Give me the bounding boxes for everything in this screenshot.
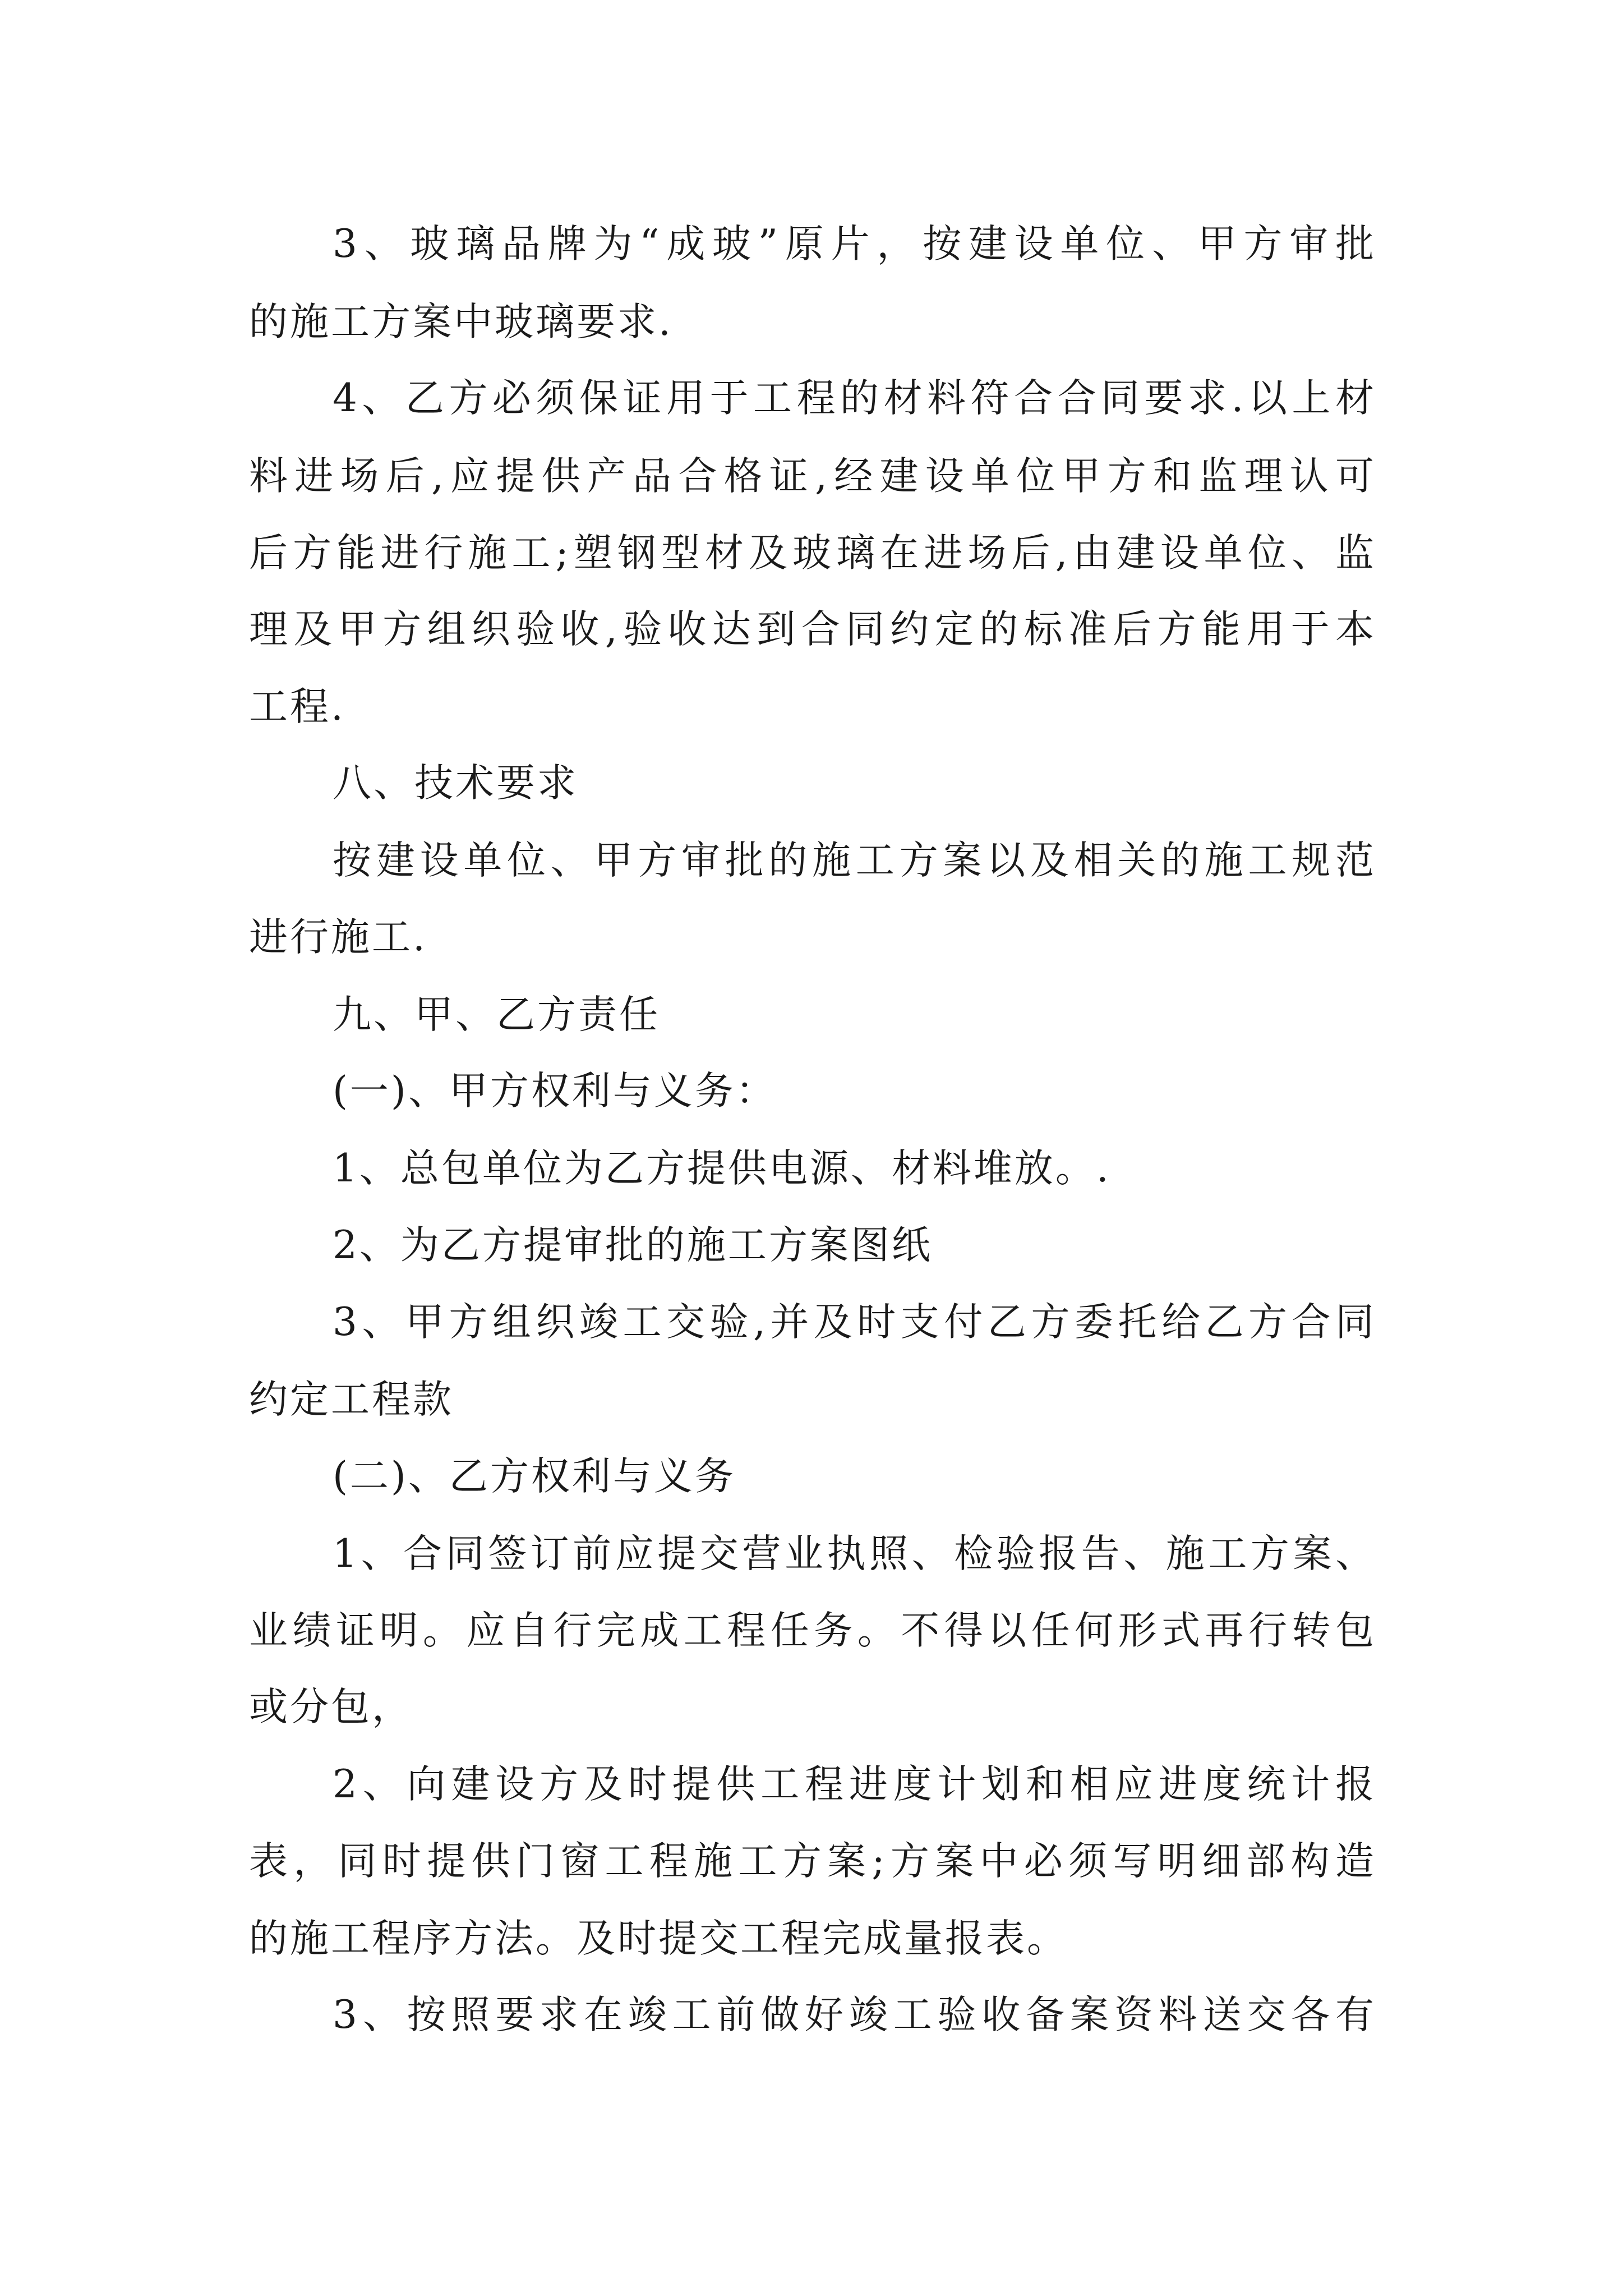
paragraph-line: 按建设单位、甲方审批的施工方案以及相关的施工规范 — [333, 838, 1376, 883]
paragraph-line: 2、为乙方提审批的施工方案图纸 — [333, 1223, 933, 1268]
paragraph-line: 1、合同签订前应提交营业执照、检验报告、施工方案、 — [333, 1531, 1376, 1576]
paragraph-line: 的施工程序方法。及时提交工程完成量报表。 — [249, 1916, 1068, 1961]
section-heading: 八、技术要求 — [333, 761, 578, 806]
paragraph-line: 表，同时提供门窗工程施工方案;方案中必须写明细部构造 — [249, 1839, 1376, 1884]
paragraph-line: 理及甲方组织验收,验收达到合同约定的标准后方能用于本 — [249, 607, 1376, 652]
paragraph-line: 4、乙方必须保证用于工程的材料符合合同要求.以上材 — [333, 376, 1376, 421]
paragraph-line: 3、玻璃品牌为“成玻”原片，按建设单位、甲方审批 — [333, 222, 1376, 266]
paragraph-line: 料进场后,应提供产品合格证,经建设单位甲方和监理认可 — [249, 454, 1376, 499]
subsection-heading: (一)、甲方权利与义务： — [333, 1069, 777, 1114]
paragraph-line: 1、总包单位为乙方提供电源、材料堆放。. — [333, 1146, 1111, 1191]
paragraph-line: 或分包， — [249, 1685, 413, 1729]
paragraph-line: 约定工程款 — [249, 1377, 454, 1422]
paragraph-line: 3、按照要求在竣工前做好竣工验收备案资料送交各有 — [333, 1993, 1376, 2037]
subsection-heading: (二)、乙方权利与义务 — [333, 1454, 736, 1499]
paragraph-line: 工程. — [249, 684, 345, 729]
paragraph-line: 进行施工. — [249, 915, 427, 960]
paragraph-line: 的施工方案中玻璃要求. — [249, 300, 673, 344]
paragraph-line: 3、甲方组织竣工交验,并及时支付乙方委托给乙方合同 — [333, 1300, 1376, 1345]
paragraph-line: 业绩证明。应自行完成工程任务。不得以任何形式再行转包 — [249, 1608, 1376, 1653]
paragraph-line: 后方能进行施工;塑钢型材及玻璃在进场后,由建设单位、监 — [249, 531, 1376, 576]
section-heading: 九、甲、乙方责任 — [333, 992, 660, 1037]
paragraph-line: 2、向建设方及时提供工程进度计划和相应进度统计报 — [333, 1762, 1376, 1807]
